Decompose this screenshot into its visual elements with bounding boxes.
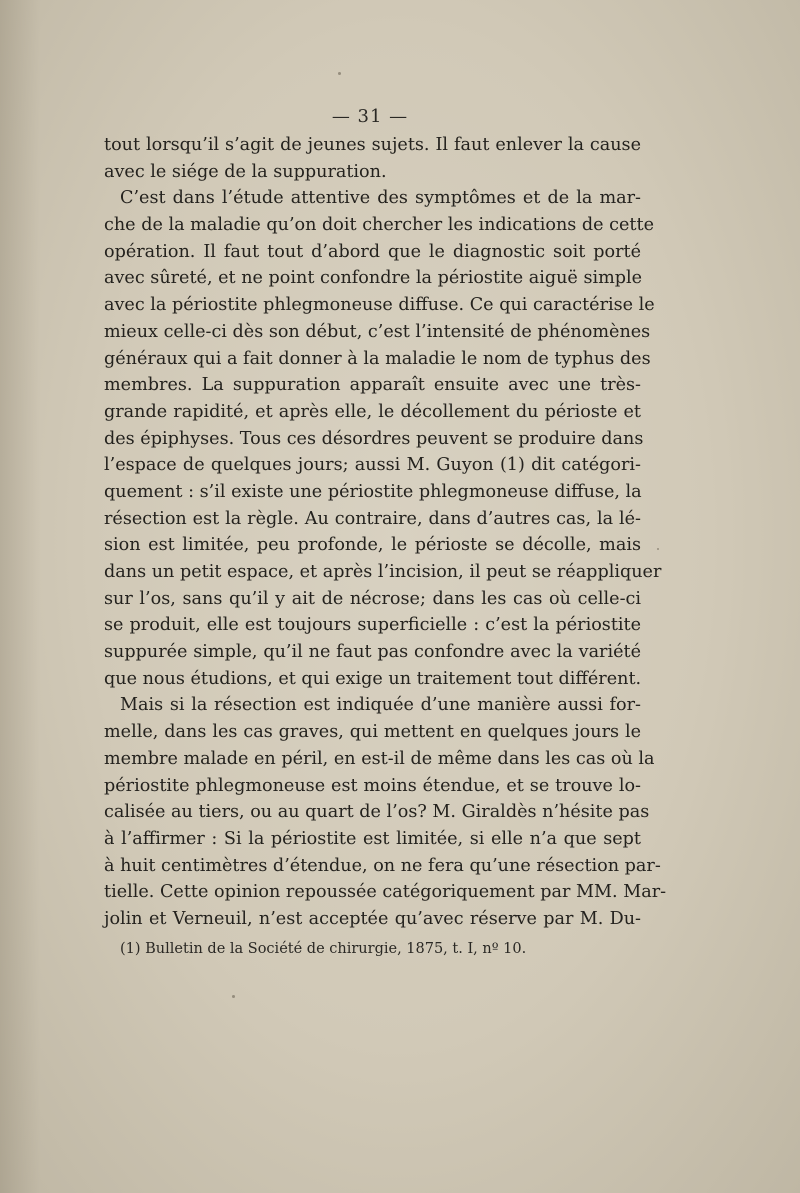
text-line: sion est limitée, peu profonde, le périoste se décolle, mais — [104, 535, 641, 556]
text-line: l’espace de quelques jours; aussi M. Guyon (1) dit catégori- — [104, 455, 641, 476]
text-line: che de la maladie qu’on doit chercher les indications de cette — [104, 215, 654, 236]
text-line: à l’affirmer : Si la périostite est limitée, si elle n’a que sept — [104, 828, 641, 849]
text-line: opération. Il faut tout d’abord que le diagnostic soit porté — [104, 241, 641, 262]
text-line: que nous étudions, et qui exige un traitement tout différent. — [104, 668, 642, 689]
footnote: (1) Bulletin de la Société de chirurgie, 1875, t. I, nº 10. — [120, 941, 527, 957]
page-number: — 31 — — [331, 106, 409, 127]
text-line: jolin et Verneuil, n’est acceptée qu’avec réserve par M. Du- — [104, 908, 641, 929]
text-line: avec la périostite phlegmoneuse diffuse. Ce qui caractérise le — [104, 295, 655, 316]
text-line: membres. La suppuration apparaît ensuite avec une très- — [104, 375, 641, 396]
body-text — [104, 132, 667, 933]
text-line: Mais si la résection est indiquée d’une manière aussi for- — [120, 695, 641, 716]
text-line: quement : s’il existe une périostite phlegmoneuse diffuse, la — [104, 481, 642, 502]
text-line: à huit centimètres d’étendue, on ne fera qu’une résection par- — [104, 855, 661, 876]
paper-speck — [657, 548, 659, 550]
text-line: avec sûreté, et ne point confondre la périostite aiguë simple — [104, 268, 643, 289]
text-line: généraux qui a fait donner à la maladie le nom de typhus des — [104, 348, 651, 369]
text-line: suppurée simple, qu’il ne faut pas confondre avec la variété — [104, 642, 641, 663]
text-line: calisée au tiers, ou au quart de l’os? M. Giraldès n’hésite pas — [104, 802, 650, 823]
text-line: avec le siége de la suppuration. — [104, 161, 387, 182]
text-line: tielle. Cette opinion repoussée catégoriquement par MM. Mar- — [104, 882, 667, 903]
text-line: résection est la règle. Au contraire, dans d’autres cas, la lé- — [104, 508, 641, 529]
text-line: grande rapidité, et après elle, le décollement du périoste et — [104, 401, 641, 422]
text-line: dans un petit espace, et après l’incision, il peut se réappliquer — [104, 562, 662, 582]
text-line: se produit, elle est toujours superficielle : c’est la périostite — [104, 615, 641, 636]
paper-speck — [232, 995, 235, 998]
text-line: melle, dans les cas graves, qui mettent en quelques jours le — [104, 722, 641, 743]
text-line: sur l’os, sans qu’il y ait de nécrose; dans les cas où celle-ci — [104, 588, 641, 609]
text-line: membre malade en péril, en est-il de même dans les cas où la — [104, 748, 655, 769]
text-line: périostite phlegmoneuse est moins étendue, et se trouve lo- — [104, 775, 641, 796]
text-line: mieux celle-ci dès son début, c’est l’intensité de phénomènes — [104, 321, 651, 342]
text-line: des épiphyses. Tous ces désordres peuvent se produire dans — [104, 428, 644, 449]
text-line: C’est dans l’étude attentive des symptômes et de la mar- — [120, 188, 641, 209]
page-edge-shadow — [0, 0, 40, 1193]
paper-speck — [338, 72, 341, 75]
text-line: tout lorsqu’il s’agit de jeunes sujets. Il faut enlever la cause — [104, 135, 641, 155]
